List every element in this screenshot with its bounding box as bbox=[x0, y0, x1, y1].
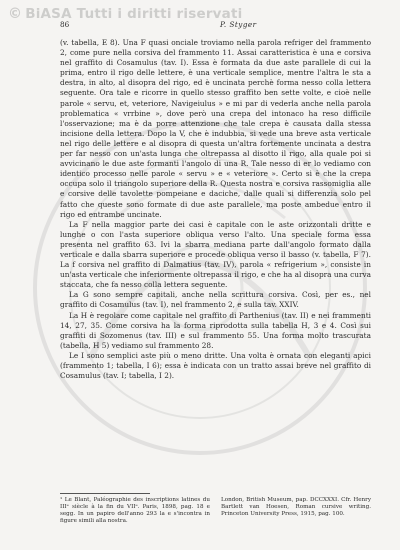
paragraph: Le I sono semplici aste più o meno dritte. Una volta è ornata con eleganti apici (frammento 1; tabella, I 6); essa è indicata con un tratto assai breve nel graffito di Cosamulus (tav. I; tabella, I 2). bbox=[60, 350, 371, 381]
footnote-right: London, British Museum, pap. DCCXXXI. Cfr. Henry Bartlett van Hoesen, Roman cursive writing. Princeton University Press, 1915, pag. 100. bbox=[221, 497, 371, 518]
paragraph: La F nella maggior parte dei casi è capitale con le aste orizzontali dritte e lunghe o con l'asta superiore obliqua verso l'alto. Una speciale forma essa presenta nel graffito 63. Ivi la sbarra mediana parte dall'angolo formato dalla verticale e dalla sbarra superiore e procede obliqua verso il basso (v. tabella, F 7). La f corsiva nel graffito di Dalmatius (tav. IV), parola « refrigerium », consiste in un'asta verticale che inferiormente oltrepassa il rigo, e che ha al disopra una curva staccata, che fa nesso colla lettera seguente. bbox=[60, 219, 371, 290]
watermark-text: BiASA Tutti i diritti riservati bbox=[25, 6, 243, 22]
copyright-symbol: © bbox=[8, 6, 23, 22]
paragraph: (v. tabella, E 8). Una F quasi onciale troviamo nella parola refriger del frammento 2, come pure nella corsiva del frammento 11. Assai caratteristica è una e corsiva nel graffito di Cosamulus (tav. I). Essa è formata da due aste parallele di cui la prima, entro il rigo delle lettere, è una verticale semplice, mentre l'altra le sta a destra, in alto, al disopra del rigo, ed è uncinata perchè forma nesso colla lettera seguente. Ora tale e ricorre in quello stesso graffito ben sette volte, e cioè nelle parole « servu, et, veteriore, Navigeiulus » e mi par di vederla anche nella parola problematica « vrrbine », dove però una crepa del intonaco ha reso difficile l'osservazione; ma è da porre attenzione che tale crepa è causata dalla stessa incisione della lettera. Dopo la V, che è indubbia, si vede una breve asta verticale nel rigo delle lettere e al disopra di questa un'altra fortemente uncinata a destra per far nesso con un'asta lunga che oltrepassa al disotto il rigo, alla quale poi si avvicinano le due aste formanti l'angolo di una R. Tale nesso di er lo vediamo con identico processo nelle parole « servu » e « veteriore ». Certo si è che la crepa occupa solo il triangolo superiore della R. Questa nostra e corsiva rassomiglia alle e corsive delle tavolette pompeiane e daciche, dalle quali si differenzia solo pel fatto che queste sono formate di due aste parallele, ma poste ambedue entro il rigo ed entrambe uncinate. bbox=[60, 38, 371, 219]
paragraph: La H è regolare come capitale nel graffito di Parthenius (tav. II) e nei frammenti 14, 27, 35. Come corsiva ha la forma riprodotta sulla tabella H, 3 e 4. Così sui graffiti di Sozomenus (tav. III) e sul frammento 55. Una forma molto trascurata (tabella, H 5) vediamo sul frammento 28. bbox=[60, 310, 371, 350]
watermark bbox=[8, 6, 242, 22]
footnote-rule bbox=[60, 493, 150, 494]
paragraph: La G sono sempre capitali, anche nella scrittura corsiva. Così, per es., nel graffito di Cosamulus (tav. I), nel frammento 2, e sulla tav. XXIV. bbox=[60, 290, 371, 310]
running-head: P. Styger bbox=[220, 20, 257, 29]
page-number: 86 bbox=[60, 20, 70, 29]
footnote-left: ¹ Le Blant, Paléographie des inscriptions latines du IIIᵉ siècle à la fin du VIIᵉ. Paris, 1898, pag. 18 e segg. In un papiro dell'anno 293 la e s'incontra in figure simili alla nostra. bbox=[60, 497, 210, 525]
body-text bbox=[60, 38, 371, 381]
